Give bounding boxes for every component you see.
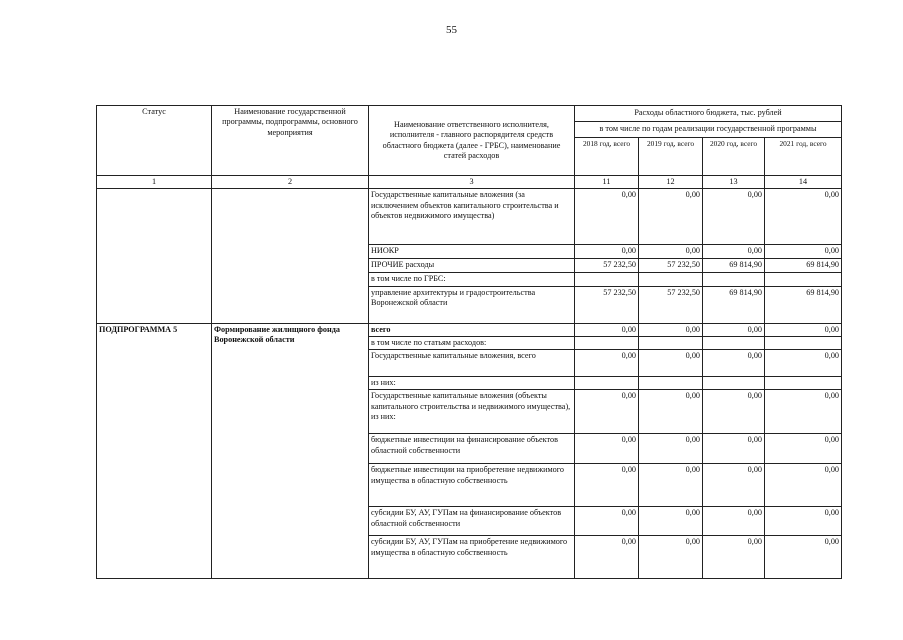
header-status: Статус — [97, 106, 212, 176]
value-2020: 69 814,90 — [703, 258, 765, 272]
header-program-name: Наименование государственной программы, подпрограммы, основного мероприятия — [212, 106, 369, 176]
index-cell: 3 — [369, 176, 575, 189]
value-2019 — [639, 272, 703, 286]
budget-table — [96, 105, 842, 579]
value-2019 — [639, 336, 703, 349]
row-label: всего — [369, 323, 575, 336]
value-2018: 0,00 — [575, 464, 639, 507]
value-2019: 0,00 — [639, 507, 703, 536]
value-2018: 57 232,50 — [575, 258, 639, 272]
value-2020: 0,00 — [703, 390, 765, 434]
value-2018: 0,00 — [575, 350, 639, 377]
index-cell: 14 — [765, 176, 842, 189]
value-2018: 0,00 — [575, 189, 639, 245]
value-2018 — [575, 272, 639, 286]
value-2018: 0,00 — [575, 323, 639, 336]
row-label: управление архитектуры и градостроительства Воронежской области — [369, 286, 575, 323]
value-2019 — [639, 377, 703, 390]
row-label: из них: — [369, 377, 575, 390]
row-label: ПРОЧИЕ расходы — [369, 258, 575, 272]
index-cell: 11 — [575, 176, 639, 189]
row-label: Государственные капитальные вложения, всего — [369, 350, 575, 377]
header-year-2018: 2018 год, всего — [575, 138, 639, 176]
value-2018 — [575, 336, 639, 349]
value-2020: 0,00 — [703, 245, 765, 258]
value-2019: 0,00 — [639, 434, 703, 464]
value-2019: 0,00 — [639, 390, 703, 434]
value-2020: 69 814,90 — [703, 286, 765, 323]
value-2021 — [765, 336, 842, 349]
value-2021: 0,00 — [765, 536, 842, 579]
value-2020: 0,00 — [703, 323, 765, 336]
index-cell: 13 — [703, 176, 765, 189]
table-row — [97, 323, 842, 336]
value-2020 — [703, 377, 765, 390]
index-cell: 2 — [212, 176, 369, 189]
status-cell-empty — [97, 189, 212, 323]
value-2021: 0,00 — [765, 350, 842, 377]
value-2021: 0,00 — [765, 464, 842, 507]
value-2020: 0,00 — [703, 434, 765, 464]
row-label: в том числе по статьям расходов: — [369, 336, 575, 349]
value-2018: 0,00 — [575, 507, 639, 536]
value-2020: 0,00 — [703, 350, 765, 377]
row-label: бюджетные инвестиции на финансирование объектов областной собственности — [369, 434, 575, 464]
value-2020 — [703, 336, 765, 349]
row-label: НИОКР — [369, 245, 575, 258]
value-2021: 0,00 — [765, 323, 842, 336]
row-label: субсидии БУ, АУ, ГУПам на финансирование объектов областной собственности — [369, 507, 575, 536]
value-2021: 0,00 — [765, 245, 842, 258]
header-executor: Наименование ответственного исполнителя, исполнителя - главного распорядителя средств областного бюджета (далее - ГРБС), наименование статей расходов — [369, 106, 575, 176]
value-2019: 0,00 — [639, 323, 703, 336]
table-row — [97, 189, 842, 245]
value-2019: 0,00 — [639, 245, 703, 258]
page-number: 55 — [446, 24, 457, 36]
index-cell: 12 — [639, 176, 703, 189]
row-label: бюджетные инвестиции на приобретение недвижимого имущества в областную собственность — [369, 464, 575, 507]
value-2018: 0,00 — [575, 434, 639, 464]
row-label: Государственные капитальные вложения (за исключением объектов капитального строительства и объектов недвижимого имущества) — [369, 189, 575, 245]
header-year-2020: 2020 год, всего — [703, 138, 765, 176]
value-2021 — [765, 377, 842, 390]
value-2021: 69 814,90 — [765, 286, 842, 323]
index-row — [97, 176, 842, 189]
value-2021: 69 814,90 — [765, 258, 842, 272]
header-expenses: Расходы областного бюджета, тыс. рублей — [575, 106, 842, 122]
value-2020: 0,00 — [703, 536, 765, 579]
value-2020: 0,00 — [703, 507, 765, 536]
value-2021: 0,00 — [765, 507, 842, 536]
value-2019: 57 232,50 — [639, 286, 703, 323]
value-2021: 0,00 — [765, 189, 842, 245]
value-2018: 0,00 — [575, 536, 639, 579]
value-2019: 0,00 — [639, 536, 703, 579]
value-2021: 0,00 — [765, 434, 842, 464]
value-2021: 0,00 — [765, 390, 842, 434]
value-2018: 0,00 — [575, 390, 639, 434]
header-year-2021: 2021 год, всего — [765, 138, 842, 176]
header-by-years: в том числе по годам реализации государственной программы — [575, 122, 842, 138]
value-2021 — [765, 272, 842, 286]
row-label: субсидии БУ, АУ, ГУПам на приобретение недвижимого имущества в областную собственность — [369, 536, 575, 579]
subprogram-name: Формирование жилищного фонда Воронежской области — [212, 323, 369, 579]
value-2019: 0,00 — [639, 350, 703, 377]
index-cell: 1 — [97, 176, 212, 189]
value-2020: 0,00 — [703, 464, 765, 507]
program-cell-empty — [212, 189, 369, 323]
header-year-2019: 2019 год, всего — [639, 138, 703, 176]
subprogram-status: ПОДПРОГРАММА 5 — [97, 323, 212, 579]
row-label: в том числе по ГРБС: — [369, 272, 575, 286]
value-2019: 57 232,50 — [639, 258, 703, 272]
value-2020: 0,00 — [703, 189, 765, 245]
value-2019: 0,00 — [639, 189, 703, 245]
value-2018 — [575, 377, 639, 390]
value-2019: 0,00 — [639, 464, 703, 507]
value-2018: 0,00 — [575, 245, 639, 258]
value-2020 — [703, 272, 765, 286]
value-2018: 57 232,50 — [575, 286, 639, 323]
row-label: Государственные капитальные вложения (объекты капитального строительства и недвижимого имущества), из них: — [369, 390, 575, 434]
